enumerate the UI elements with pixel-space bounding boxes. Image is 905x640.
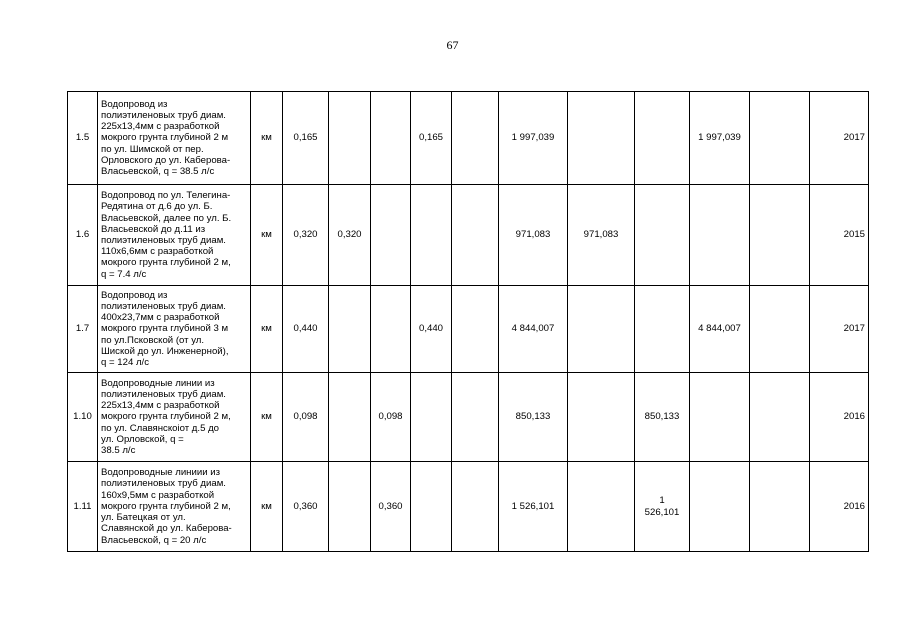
row-length-c: 0,165	[411, 92, 452, 185]
row-cost-c	[690, 373, 750, 462]
row-description: Водопроводные линиии из полиэтиленовых труб диам. 160х9,5мм с разработкой мокрого грунта глубиной 2 м, ул. Батецкая от ул. Славянской до ул. Каберова- Власьевской, q = 20 л/с	[98, 462, 251, 552]
page-number: 67	[446, 38, 459, 52]
row-length-a	[329, 462, 371, 552]
row-cost-b: 1 526,101	[635, 462, 690, 552]
row-length-b	[371, 92, 411, 185]
row-length-a: 0,320	[329, 185, 371, 286]
row-description: Водопровод из полиэтиленовых труб диам. 400х23,7мм с разработкой мокрого грунта глубиной 3 м по ул.Псковской (от ул. Шиской до ул. Инженерной), q = 124 л/с	[98, 286, 251, 373]
row-year: 2016	[810, 462, 869, 552]
row-year: 2017	[810, 92, 869, 185]
row-length-a	[329, 92, 371, 185]
row-cost-total: 4 844,007	[499, 286, 568, 373]
water-pipeline-table	[67, 91, 869, 552]
row-unit: км	[251, 373, 283, 462]
row-cost-c: 4 844,007	[690, 286, 750, 373]
row-length-d	[452, 92, 499, 185]
row-cost-c: 1 997,039	[690, 92, 750, 185]
row-unit: км	[251, 462, 283, 552]
row-cost-total: 1 997,039	[499, 92, 568, 185]
row-length-c: 0,440	[411, 286, 452, 373]
row-number: 1.10	[68, 373, 98, 462]
row-length-total: 0,165	[283, 92, 329, 185]
row-length-a	[329, 373, 371, 462]
row-length-b	[371, 185, 411, 286]
row-length-total: 0,360	[283, 462, 329, 552]
row-cost-b: 850,133	[635, 373, 690, 462]
row-cost-b	[635, 185, 690, 286]
row-description: Водопровод по ул. Телегина- Редятина от д.6 до ул. Б. Власьевской, далее по ул. Б. Власьевской до д.11 из полиэтиленовых труб диам. 110х6,6мм с разработкой мокрого грунта глубиной 2 м, q = 7.4 л/с	[98, 185, 251, 286]
row-cost-d	[750, 373, 810, 462]
row-length-c	[411, 373, 452, 462]
table-row	[68, 462, 869, 552]
row-cost-a	[568, 462, 635, 552]
row-unit: км	[251, 185, 283, 286]
row-cost-d	[750, 92, 810, 185]
row-cost-c	[690, 462, 750, 552]
row-length-total: 0,320	[283, 185, 329, 286]
row-cost-total: 971,083	[499, 185, 568, 286]
table-row	[68, 373, 869, 462]
row-length-d	[452, 185, 499, 286]
row-cost-d	[750, 462, 810, 552]
row-description: Водопроводные линии из полиэтиленовых труб диам. 225х13,4мм с разработкой мокрого грунта глубиной 2 м, по ул. Славянскоiот д.5 до ул. Орловской, q = 38.5 л/с	[98, 373, 251, 462]
row-length-total: 0,098	[283, 373, 329, 462]
row-number: 1.7	[68, 286, 98, 373]
row-length-a	[329, 286, 371, 373]
row-year: 2015	[810, 185, 869, 286]
row-cost-a: 971,083	[568, 185, 635, 286]
row-length-b: 0,360	[371, 462, 411, 552]
row-cost-total: 1 526,101	[499, 462, 568, 552]
row-length-d	[452, 373, 499, 462]
row-number: 1.6	[68, 185, 98, 286]
row-cost-d	[750, 286, 810, 373]
row-unit: км	[251, 92, 283, 185]
row-cost-a	[568, 373, 635, 462]
row-cost-c	[690, 185, 750, 286]
row-year: 2017	[810, 286, 869, 373]
row-cost-total: 850,133	[499, 373, 568, 462]
row-cost-b	[635, 92, 690, 185]
table-row	[68, 92, 869, 185]
row-cost-a	[568, 286, 635, 373]
row-number: 1.5	[68, 92, 98, 185]
row-cost-a	[568, 92, 635, 185]
row-length-b	[371, 286, 411, 373]
row-number: 1.11	[68, 462, 98, 552]
row-year: 2016	[810, 373, 869, 462]
table-row	[68, 286, 869, 373]
row-description: Водопровод из полиэтиленовых труб диам. 225х13,4мм с разработкой мокрого грунта глубиной 2 м по ул. Шимской от пер. Орловского до ул. Каберова- Власьевской, q = 38.5 л/с	[98, 92, 251, 185]
row-length-c	[411, 185, 452, 286]
row-length-total: 0,440	[283, 286, 329, 373]
row-cost-d	[750, 185, 810, 286]
row-length-b: 0,098	[371, 373, 411, 462]
row-unit: км	[251, 286, 283, 373]
row-length-d	[452, 286, 499, 373]
table-row	[68, 185, 869, 286]
row-cost-b	[635, 286, 690, 373]
row-length-c	[411, 462, 452, 552]
row-length-d	[452, 462, 499, 552]
